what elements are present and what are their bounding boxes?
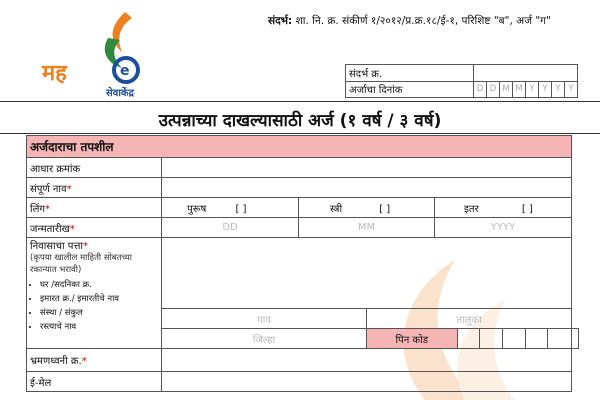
gender-female-option[interactable] xyxy=(299,198,435,218)
gender-other-checkbox[interactable]: [ ] xyxy=(521,203,533,215)
required-star: * xyxy=(69,223,75,235)
dob-year-input[interactable]: YYYY xyxy=(434,218,571,238)
required-star: * xyxy=(81,356,87,367)
divider-title xyxy=(0,133,600,134)
address-label: निवासाचा पत्ता* xyxy=(30,241,88,252)
date-digit-m2[interactable]: M xyxy=(513,81,526,98)
required-star: * xyxy=(45,203,50,215)
pincode-digit-3[interactable] xyxy=(502,329,525,349)
gender-female-label: स्त्री xyxy=(330,203,343,215)
pincode-digit-4[interactable] xyxy=(525,329,548,349)
address-items-list xyxy=(40,279,158,332)
logo-e: e xyxy=(120,63,130,79)
village-input[interactable]: गाव xyxy=(162,309,367,329)
divider-top xyxy=(0,101,600,102)
reference-label: संदर्भ: xyxy=(268,15,293,27)
gender-male-label: पुरूष xyxy=(187,203,207,215)
gender-label: लिंग* xyxy=(27,198,162,218)
date-digit-y3[interactable]: Y xyxy=(552,81,565,98)
required-star: * xyxy=(82,241,88,252)
section-title: अर्जदाराचा तपशील xyxy=(27,136,572,158)
date-digit-y2[interactable]: Y xyxy=(539,81,552,98)
logo-sevakendra: सेवाकेंद्र xyxy=(106,88,134,98)
reference-line xyxy=(268,14,551,28)
gender-male-checkbox[interactable]: [ ] xyxy=(235,203,247,215)
address-input[interactable] xyxy=(162,238,572,309)
reference-text: शा. नि. क्र. संकीर्ण १/२०१२/प्र.क्र.१८/ई-१, परिशिष्ट "ब", अर्ज "ग" xyxy=(295,15,551,27)
application-date-label: अर्जाचा दिनांक xyxy=(346,81,474,98)
mobile-label: भ्रमणध्वनी क्र.* xyxy=(27,349,162,372)
aadhar-input[interactable] xyxy=(162,158,572,178)
pincode-label: पिन कोड xyxy=(367,329,458,349)
date-digit-m1[interactable]: M xyxy=(500,81,513,98)
address-item: • इमारत क्र./ इमारतीचे नाव xyxy=(40,293,158,304)
address-note: (कृपया खालील माहिती सोबतच्या रकान्यात भरावी) xyxy=(30,253,132,275)
ref-number-label: संदर्भ क्र. xyxy=(346,65,474,82)
dob-label: जन्मतारीख* xyxy=(27,218,162,238)
email-label: ई-मेल xyxy=(27,372,162,392)
email-input[interactable] xyxy=(162,372,572,392)
aadhar-label: आधार क्रमांक xyxy=(27,158,162,178)
gender-female-checkbox[interactable]: [ ] xyxy=(379,203,391,215)
address-label-cell xyxy=(27,238,162,349)
pincode-digit-6[interactable] xyxy=(572,329,579,349)
gender-male-option[interactable] xyxy=(162,198,299,218)
reference-box xyxy=(345,64,578,98)
pincode-digit-2[interactable] xyxy=(480,329,503,349)
date-digit-d2[interactable]: D xyxy=(487,81,500,98)
address-item: • रस्त्याचे नाव xyxy=(40,321,158,332)
gender-other-option[interactable] xyxy=(434,198,571,218)
dob-month-input[interactable]: MM xyxy=(299,218,435,238)
required-star: * xyxy=(66,183,72,195)
full-name-label: संपूर्ण नाव* xyxy=(27,178,162,198)
applicant-details-table xyxy=(26,135,579,392)
dob-day-input[interactable]: DD xyxy=(162,218,299,238)
ref-number-field[interactable] xyxy=(474,65,578,82)
taluka-input[interactable]: तालुका xyxy=(367,309,572,329)
date-digit-y4[interactable]: Y xyxy=(565,81,578,98)
form-title: उत्पन्नाच्या दाखल्यासाठी अर्ज (१ वर्ष / ३ वर्ष) xyxy=(158,111,442,131)
pincode-digit-5[interactable] xyxy=(548,329,572,349)
pincode-digit-1[interactable] xyxy=(457,329,480,349)
address-item: • संस्था / संकुल xyxy=(40,307,158,318)
gender-other-label: इतर xyxy=(463,203,479,215)
district-input[interactable]: जिल्हा xyxy=(162,329,367,349)
mobile-input[interactable] xyxy=(162,349,572,372)
date-digit-d1[interactable]: D xyxy=(474,81,487,98)
date-digit-y1[interactable]: Y xyxy=(526,81,539,98)
address-item: • घर /सदनिका क्र. xyxy=(40,279,158,290)
maha-e-seva-logo xyxy=(20,8,170,98)
full-name-input[interactable] xyxy=(162,178,572,198)
logo-maha: मह xyxy=(42,61,67,86)
